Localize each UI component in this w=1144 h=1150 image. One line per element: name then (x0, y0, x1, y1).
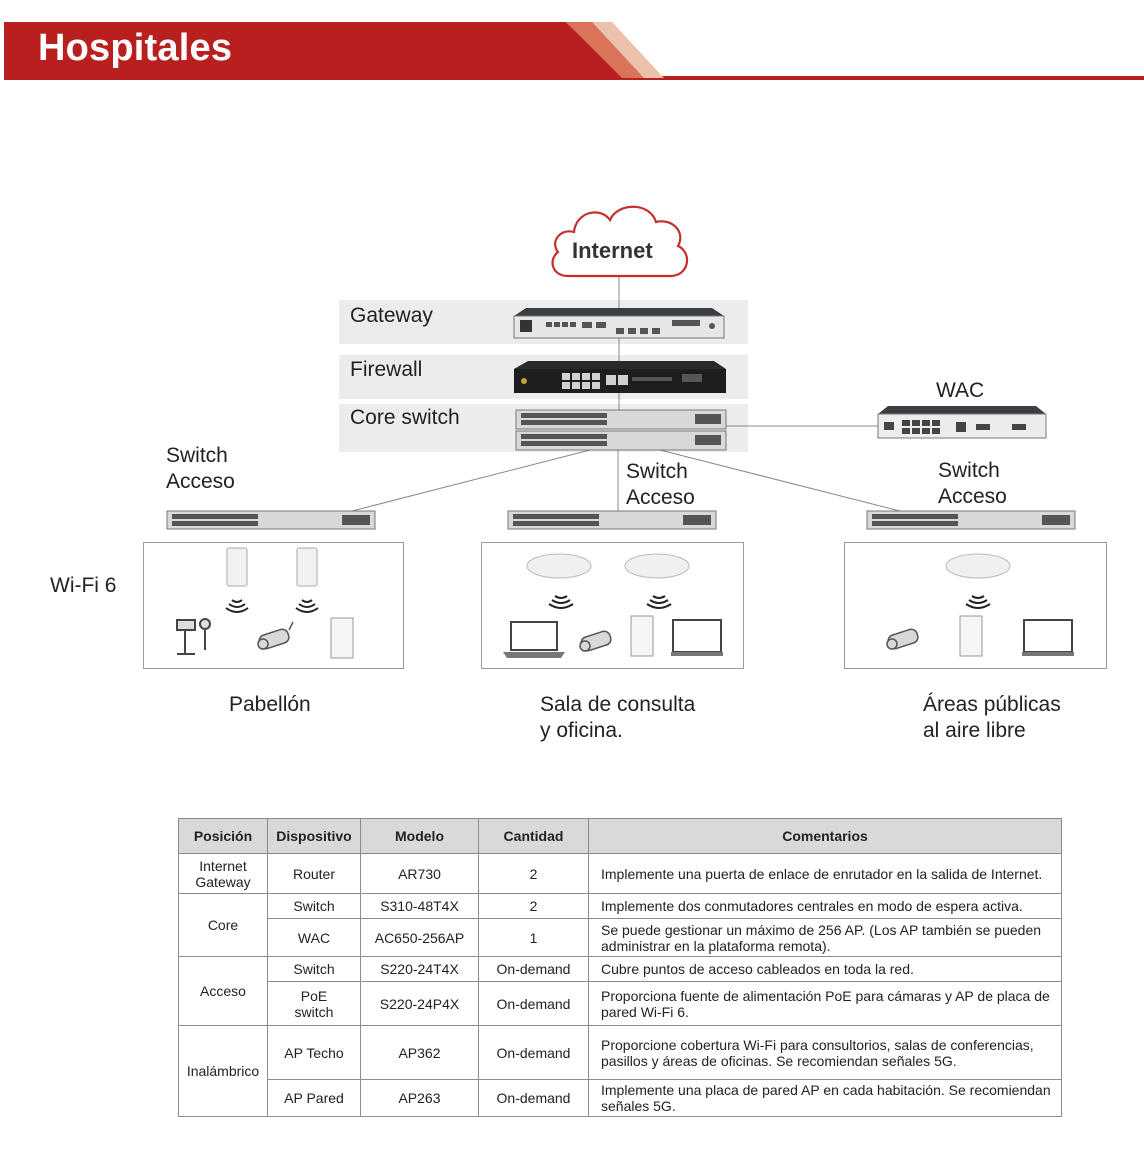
internet-label: Internet (572, 238, 653, 263)
switch-acceso-right-label: Switch Acceso (938, 459, 1007, 508)
cell-model: AP362 (361, 1026, 479, 1080)
pabellon-devices (143, 542, 404, 669)
cell-comment: Cubre puntos de acceso cableados en toda la red. (589, 957, 1062, 982)
cell-comment: Implemente una placa de pared AP en cada habitación. Se recomiendan señales 5G. (589, 1080, 1062, 1117)
cell-model: AP263 (361, 1080, 479, 1117)
cell-position: Core (179, 894, 268, 957)
caption-consulta: Sala de consulta y oficina. (540, 693, 696, 742)
cell-position: Inalámbrico (179, 1026, 268, 1117)
cell-qty: On-demand (479, 1080, 589, 1117)
caption-pabellon: Pabellón (229, 693, 311, 716)
firewall-icon (512, 359, 728, 395)
cell-device: PoE switch (268, 982, 361, 1026)
wall-ap-icon (227, 548, 247, 586)
switch-acceso-middle-label: Switch Acceso (626, 460, 695, 509)
table-row (179, 982, 1062, 1026)
cell-comment: Proporciona fuente de alimentación PoE para cámaras y AP de placa de pared Wi-Fi 6. (589, 982, 1062, 1026)
header-posicion: Posición (179, 819, 268, 854)
table-row (179, 919, 1062, 957)
cell-model: AC650-256AP (361, 919, 479, 957)
cell-device: AP Techo (268, 1026, 361, 1080)
cell-device: Switch (268, 957, 361, 982)
cell-model: S220-24P4X (361, 982, 479, 1026)
access-switch-left-icon (166, 510, 376, 530)
consulta-devices (481, 542, 744, 669)
cell-comment: Proporcione cobertura Wi-Fi para consultorios, salas de conferencias, pasillos y áreas de oficinas. Se recomiendan señales 5G. (589, 1026, 1062, 1080)
table-header-row (179, 819, 1062, 854)
header-modelo: Modelo (361, 819, 479, 854)
firewall-label: Firewall (350, 358, 423, 381)
cell-comment: Se puede gestionar un máximo de 256 AP. (Los AP también se pueden administrar en la plataforma remota). (589, 919, 1062, 957)
header-dispositivo: Dispositivo (268, 819, 361, 854)
switch-acceso-left-label: Switch Acceso (166, 444, 235, 493)
header-comentarios: Comentarios (589, 819, 1062, 854)
table-row (179, 894, 1062, 919)
page-title: Hospitales (38, 27, 233, 69)
cell-position: Internet Gateway (179, 854, 268, 894)
publicas-devices (844, 542, 1107, 669)
cell-qty: 2 (479, 894, 589, 919)
cell-model: S220-24T4X (361, 957, 479, 982)
device-table (178, 818, 1062, 1117)
cell-qty: 2 (479, 854, 589, 894)
table-row (179, 957, 1062, 982)
cell-comment: Implemente una puerta de enlace de enrutador en la salida de Internet. (589, 854, 1062, 894)
header-cantidad: Cantidad (479, 819, 589, 854)
cell-position: Acceso (179, 957, 268, 1026)
access-switch-right-icon (866, 510, 1076, 530)
gateway-router-icon (512, 306, 726, 340)
cell-model: S310-48T4X (361, 894, 479, 919)
table-row (179, 1080, 1062, 1117)
wac-label: WAC (936, 379, 985, 402)
wac-controller-icon (876, 404, 1048, 440)
cell-device: Router (268, 854, 361, 894)
table-row (179, 1026, 1062, 1080)
wifi-6-label: Wi-Fi 6 (50, 574, 117, 597)
cell-qty: On-demand (479, 1026, 589, 1080)
cell-qty: On-demand (479, 957, 589, 982)
gateway-label: Gateway (350, 304, 433, 327)
cell-qty: On-demand (479, 982, 589, 1026)
core-switch-icon (515, 409, 727, 451)
cell-device: Switch (268, 894, 361, 919)
cell-device: AP Pared (268, 1080, 361, 1117)
table-row (179, 854, 1062, 894)
cell-qty: 1 (479, 919, 589, 957)
cell-model: AR730 (361, 854, 479, 894)
cell-device: WAC (268, 919, 361, 957)
access-switch-middle-icon (507, 510, 717, 530)
cell-comment: Implemente dos conmutadores centrales en modo de espera activa. (589, 894, 1062, 919)
core-switch-label: Core switch (350, 406, 460, 429)
caption-publicas: Áreas públicas al aire libre (923, 693, 1061, 742)
